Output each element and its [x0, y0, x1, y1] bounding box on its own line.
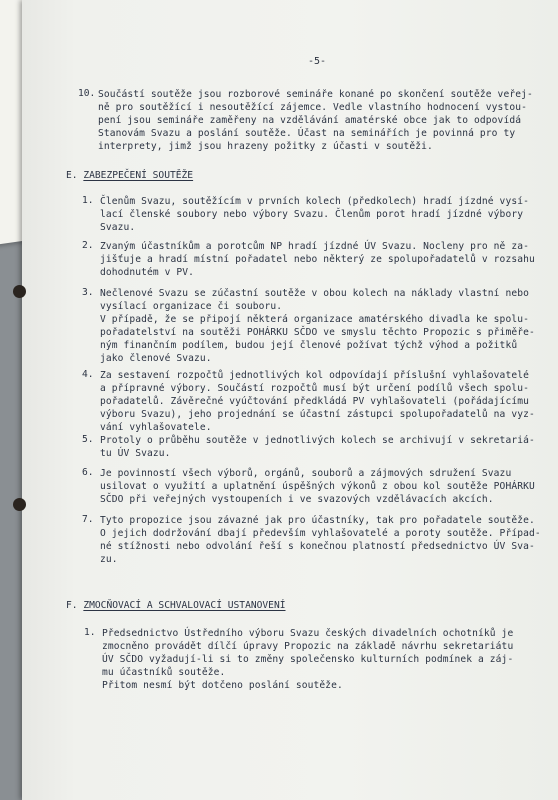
paragraph: [100, 195, 529, 234]
text-line: V případě, že se připojí některá organizace amatérského divadla ke spolu-: [100, 314, 529, 325]
text-line: SČDO při veřejných vystoupeních i ve svazových vzdělávacích akcích.: [100, 494, 494, 505]
paragraph: [100, 240, 535, 279]
section-heading-f: [66, 600, 286, 611]
text-line: Přitom nesmí být dotčeno poslání soutěže.: [102, 680, 343, 691]
paragraph: [100, 467, 535, 506]
text-line: Nečlenové Svazu se zúčastní soutěže v obou kolech na náklady vlastní nebo: [100, 288, 529, 299]
text-line: vání vyhlašovatele.: [100, 422, 212, 433]
text-line: Stanovám Svazu a poslání soutěže. Účast na seminářích je povinná pro ty: [98, 128, 516, 139]
text-line: interprety, jimž jsou hrazeny požitky z účasti v soutěži.: [98, 141, 433, 152]
section-letter: F.: [66, 600, 78, 611]
text-line: ným finančním podílem, budou její členové požívat týchž výhod a požitků: [100, 340, 518, 351]
text-line: dohodnutém v PV.: [100, 267, 195, 278]
item-number: 1.: [84, 627, 96, 638]
text-line: Za sestavení rozpočtů jednotlivých kol odpovídají příslušní vyhlašovatelé: [100, 370, 529, 381]
item-number: 1.: [82, 195, 94, 206]
section-title: ZABEZPEČENÍ SOUTĚŽE: [83, 170, 194, 181]
text-line: O jejich dodržování dbají především vyhlašovatelé a poroty soutěže. Případ-: [100, 528, 541, 539]
text-line: Tyto propozice jsou závazné jak pro účastníky, tak pro pořadatele soutěže.: [100, 515, 535, 526]
text-line: Zvaným účastníkům a porotcům NP hradí jízdné ÚV Svazu. Nocleny pro ně za-: [100, 241, 529, 252]
text-line: zmocněno provádět dílčí úpravy Propozic na základě návrhu sekretariátu: [102, 641, 514, 652]
punch-hole-top: [13, 285, 26, 298]
text-line: vysílací organizace či souboru.: [100, 301, 283, 312]
paragraph: [100, 287, 535, 365]
text-line: Předsednictvo Ústředního výboru Svazu českých divadelních ochotníků je: [102, 628, 514, 639]
text-line: pořadatelství na soutěži POHÁRKU SČDO ve smyslu těchto Propozic s přiměře-: [100, 327, 535, 338]
item-number: 7.: [82, 514, 94, 525]
text-line: lací členské soubory nebo výbory Svazu. Členům porot hradí jízdné výbory: [100, 209, 524, 220]
section-letter: E.: [66, 170, 78, 181]
text-line: né stížnosti nebo odvolání řeší s konečnou platností předsednictvo ÚV Sva-: [100, 541, 535, 552]
text-line: Svazu.: [100, 222, 136, 233]
paragraph: [100, 514, 541, 566]
paragraph: [100, 434, 535, 460]
text-line: Protoly o průběhu soutěže v jednotlivých kolech se archivují v sekretariá-: [100, 435, 535, 446]
text-line: a přípravné výbory. Součástí rozpočtů musí být určení podílů všech spolu-: [100, 383, 529, 394]
text-line: Součástí soutěže jsou rozborové semináře konané po skončení soutěže veřej-: [98, 89, 533, 100]
item-number: 3.: [82, 287, 94, 298]
paragraph: [98, 88, 533, 153]
text-line: ně pro soutěžící i nesoutěžící zájemce. Vedle vlastního hodnocení vystou-: [98, 102, 527, 113]
text-line: mu účastníků soutěže.: [102, 667, 226, 678]
text-line: usilovat o využití a uplatnění úspěšných výkonů z obou kol soutěže POHÁRKU: [100, 481, 535, 492]
text-line: Je povinností všech výborů, orgánů, souborů a zájmových sdružení Svazu: [100, 468, 512, 479]
text-line: ÚV SČDO vyžadují-li si to změny společensko kulturních podmínek a záj-: [102, 654, 514, 665]
punch-hole-bottom: [13, 498, 26, 511]
text-line: jišťuje a hradí místní pořadatel nebo některý ze spolupořadatelů v rozsahu: [100, 254, 535, 265]
item-number: 10.: [78, 88, 96, 99]
text-line: zu.: [100, 554, 118, 565]
text-line: pořadatelů. Závěrečné vyúčtování předkládá PV vyhlašovateli (pořádajícímu: [100, 396, 529, 407]
document-page: [22, 0, 558, 800]
text-line: výboru Svazu), jeho projednání se účastní zástupci spolupořadatelů na vyz-: [100, 409, 535, 420]
paragraph: [102, 627, 513, 692]
item-number: 2.: [82, 240, 94, 251]
text-line: jako členové Svazu.: [100, 353, 212, 364]
item-number: 6.: [82, 467, 94, 478]
text-line: Členům Svazu, soutěžícím v prvních kolech (předkolech) hradí jízdné vysí-: [100, 196, 529, 207]
text-line: pení jsou semináře zaměřeny na vzdělávání amatérské obce jak to odpovídá: [98, 115, 522, 126]
item-number: 5.: [82, 434, 94, 445]
section-title: ZMOCŇOVACÍ A SCHVALOVACÍ USTANOVENÍ: [83, 600, 286, 611]
text-line: tu ÚV Svazu.: [100, 448, 171, 459]
item-number: 4.: [82, 369, 94, 380]
paragraph: [100, 369, 535, 434]
page-number: -5-: [308, 56, 327, 67]
section-heading-e: [66, 170, 193, 181]
